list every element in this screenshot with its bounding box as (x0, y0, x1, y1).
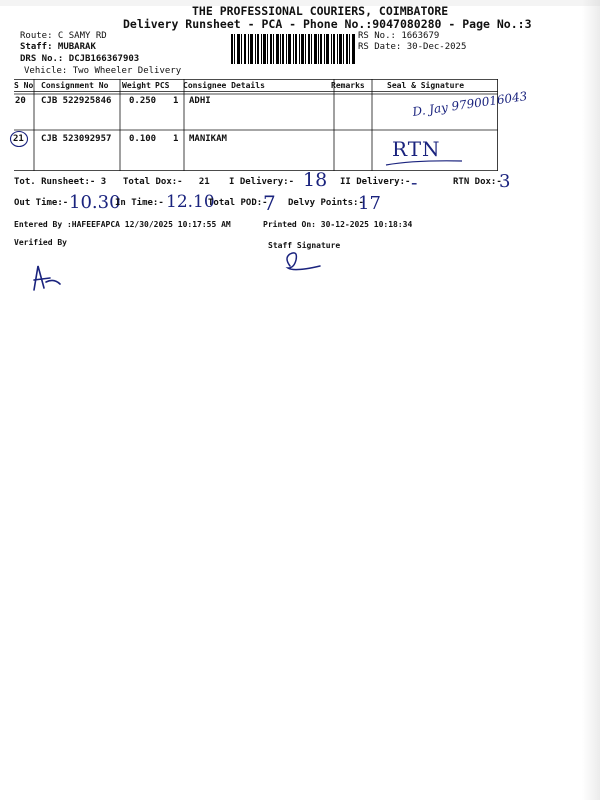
verified-by-label: Verified By (14, 238, 67, 247)
scan-shadow-right (582, 0, 600, 800)
staff-signature-label: Staff Signature (268, 241, 341, 250)
row-pcs: 1 (173, 96, 179, 106)
tot-runsheet-value: 3 (100, 177, 107, 187)
rtn-dox-handwritten: 3 (499, 171, 511, 192)
total-dox-value: 21 (198, 177, 210, 187)
row-consignee: MANIKAM (189, 134, 227, 144)
drs-value: DCJB166367903 (68, 54, 140, 64)
rtn-mark-handwritten: RTN (392, 137, 441, 161)
row-sno: 21 (13, 134, 24, 144)
rtn-underline-stroke (384, 158, 464, 168)
verifier-signature (28, 262, 64, 292)
total-pod-handwritten: 7 (263, 191, 276, 215)
i-delivery-label: I Delivery:- (229, 177, 295, 187)
col-header-pcs: PCS (155, 81, 170, 90)
total-dox-label: Total Dox:- (123, 177, 183, 187)
in-time-handwritten: 12.10 (166, 192, 215, 212)
row-pcs: 1 (173, 134, 179, 144)
ii-delivery-label: II Delivery:- (340, 177, 411, 187)
col-header-remarks: Remarks (331, 81, 365, 90)
col-header-weight: Weight (122, 81, 151, 90)
i-delivery-handwritten: 18 (303, 169, 328, 191)
col-header-consignment: Consignment No (41, 81, 109, 90)
row-weight: 0.100 (129, 134, 157, 144)
printed-on: Printed On: 30-12-2025 10:18:34 (263, 220, 413, 229)
row-consignee: ADHI (189, 96, 211, 106)
drs-number (20, 54, 139, 64)
rtn-dox-label: RTN Dox:- (453, 177, 502, 187)
company-title: THE PROFESSIONAL COURIERS, COIMBATORE (192, 4, 449, 18)
delvy-points-label: Delvy Points:- (288, 198, 364, 208)
barcode (231, 34, 355, 64)
in-time-label: In Time:- (115, 198, 164, 208)
out-time-label: Out Time:- (14, 198, 69, 208)
runsheet-title: Delivery Runsheet - PCA - Phone No.:9047080280 - Page No.:3 (123, 17, 532, 31)
drs-label: DRS No.: (20, 54, 64, 64)
staff-text: Staff: MUBARAK (20, 42, 96, 52)
receiver-signature-handwritten: D. Jay 9790016043 (411, 89, 529, 119)
row-weight: 0.250 (129, 96, 157, 106)
entered-by: Entered By :HAFEEFAPCA 12/30/2025 10:17:55 AM (14, 220, 231, 229)
row-consignment: CJB 523092957 (41, 134, 112, 144)
tot-runsheet (14, 177, 106, 187)
col-header-signature: Seal & Signature (387, 81, 465, 90)
row-sno: 20 (15, 96, 26, 106)
ii-delivery-handwritten: - (411, 172, 418, 194)
total-pod-label: Total POD:- (208, 198, 268, 208)
out-time-handwritten: 10.30 (69, 192, 121, 213)
col-header-sno: S No (14, 81, 34, 90)
staff-signature (280, 248, 324, 274)
vehicle-text: Vehicle: Two Wheeler Delivery (24, 66, 182, 76)
total-dox (123, 177, 210, 187)
row-consignment: CJB 522925846 (41, 96, 112, 106)
col-header-consignee: Consignee Details (183, 81, 265, 90)
tot-runsheet-label: Tot. Runsheet:- (14, 177, 96, 187)
rs-date: RS Date: 30-Dec-2025 (358, 42, 467, 52)
route-text: Route: C SAMY RD (20, 31, 107, 41)
rs-number: RS No.: 1663679 (358, 31, 440, 41)
delvy-points-handwritten: 17 (358, 193, 381, 214)
